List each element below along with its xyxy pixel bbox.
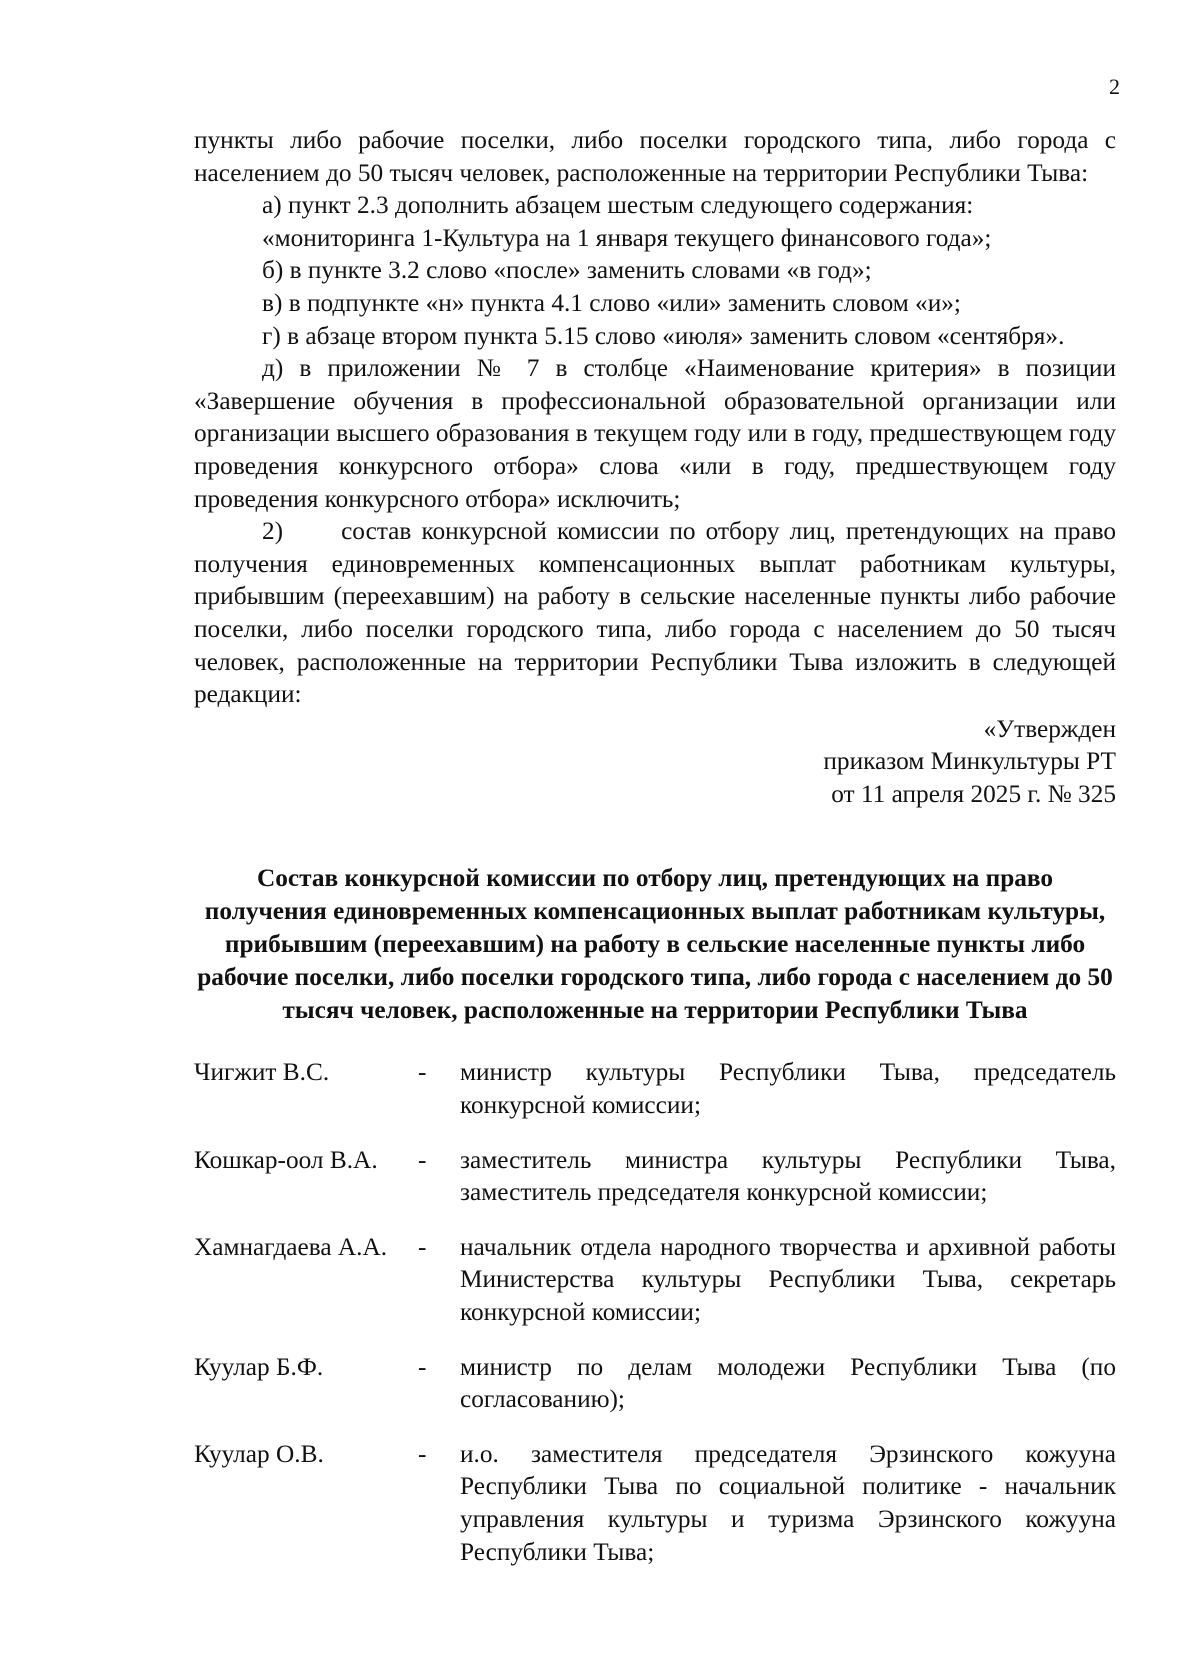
paragraph-continuation: пункты либо рабочие поселки, либо поселки городского типа, либо города с населением до 50 тысяч человек, расположенные на территории Республики Тыва: [194, 126, 1116, 187]
member-name: Хамнагдаева А.А. [194, 1232, 388, 1261]
paragraph-item-b: б) в пункте 3.2 слово «после» заменить словами «в год»; [262, 256, 872, 285]
approval-line-3: от 11 апреля 2025 г. № 325 [831, 779, 1116, 808]
paragraph-item-2-number: 2) [262, 517, 284, 546]
member-role: министр по делам молодежи Республики Тыва (по согласованию); [460, 1352, 1116, 1414]
member-row [194, 1056, 1116, 1121]
member-name: Куулар О.В. [194, 1439, 324, 1468]
member-dash: - [418, 1058, 427, 1087]
commission-title: Состав конкурсной комиссии по отбору лиц, претендующих на право получения единовременных компенсационных выплат работникам культуры, прибывшим (переехавшим) на работу в сельские населенные пункты либо рабочие поселки, либо поселки городского типа, либо города с населением до 50 тысяч человек, расположенные на территории Республики Тыва [197, 864, 1113, 1024]
member-row [194, 1351, 1116, 1416]
member-role: заместитель министра культуры Республики Тыва, заместитель председателя конкурсной комиссии; [460, 1145, 1116, 1207]
member-name: Чигжит В.С. [194, 1058, 330, 1087]
paragraph-item-2-text: состав конкурсной комиссии по отбору лиц, претендующих на право получения единовременных компенсационных выплат работникам культуры, прибывшим (переехавшим) на работу в сельские населенные пункты либо рабочие поселки, либо поселки городского типа, либо города с населением до 50 тысяч человек, расположенные на территории Республики Тыва изложить в следующей редакции: [194, 517, 1116, 709]
paragraph-item-2 [194, 515, 1116, 711]
paragraph-item-v: в) в подпункте «н» пункта 4.1 слово «или» заменить словом «и»; [262, 288, 961, 317]
member-name: Куулар Б.Ф. [194, 1352, 324, 1381]
member-dash: - [418, 1439, 427, 1468]
page-number: 2 [1109, 74, 1120, 99]
member-dash: - [418, 1232, 427, 1261]
commission-members-list [194, 1056, 1116, 1568]
paragraph-quote: «мониторинга 1-Культура на 1 января текущего финансового года»; [262, 223, 992, 252]
member-role: начальник отдела народного творчества и архивной работы Министерства культуры Республики Тыва, секретарь конкурсной комиссии; [460, 1232, 1116, 1327]
paragraph-item-d: д) в приложении № 7 в столбце «Наименование критерия» в позиции «Завершение обучения в профессиональной образовательной организации или организации высшего образования в текущем году или в году, предшествующем году проведения конкурсного отбора» слова «или в году, предшествующем году проведения конкурсного отбора» исключить; [194, 354, 1116, 513]
member-row [194, 1438, 1116, 1568]
member-name: Кошкар-оол В.А. [194, 1145, 378, 1174]
member-dash: - [418, 1352, 427, 1381]
approval-line-2: приказом Минкультуры РТ [823, 747, 1116, 776]
member-role: и.о. заместителя председателя Эрзинского кожууна Республики Тыва по социальной политике - начальник управления культуры и туризма Эрзинского кожууна Республики Тыва; [460, 1439, 1116, 1566]
member-row [194, 1231, 1116, 1329]
paragraph-item-a: а) пункт 2.3 дополнить абзацем шестым следующего содержания: [262, 191, 974, 220]
member-role: министр культуры Республики Тыва, председатель конкурсной комиссии; [460, 1058, 1116, 1120]
approval-stamp [194, 713, 1116, 811]
document-body [194, 124, 1116, 1590]
member-row [194, 1144, 1116, 1209]
member-dash: - [418, 1145, 427, 1174]
paragraph-item-g: г) в абзаце втором пункта 5.15 слово «июля» заменить словом «сентября». [262, 321, 1065, 350]
approval-line-1: «Утвержден [983, 714, 1116, 743]
